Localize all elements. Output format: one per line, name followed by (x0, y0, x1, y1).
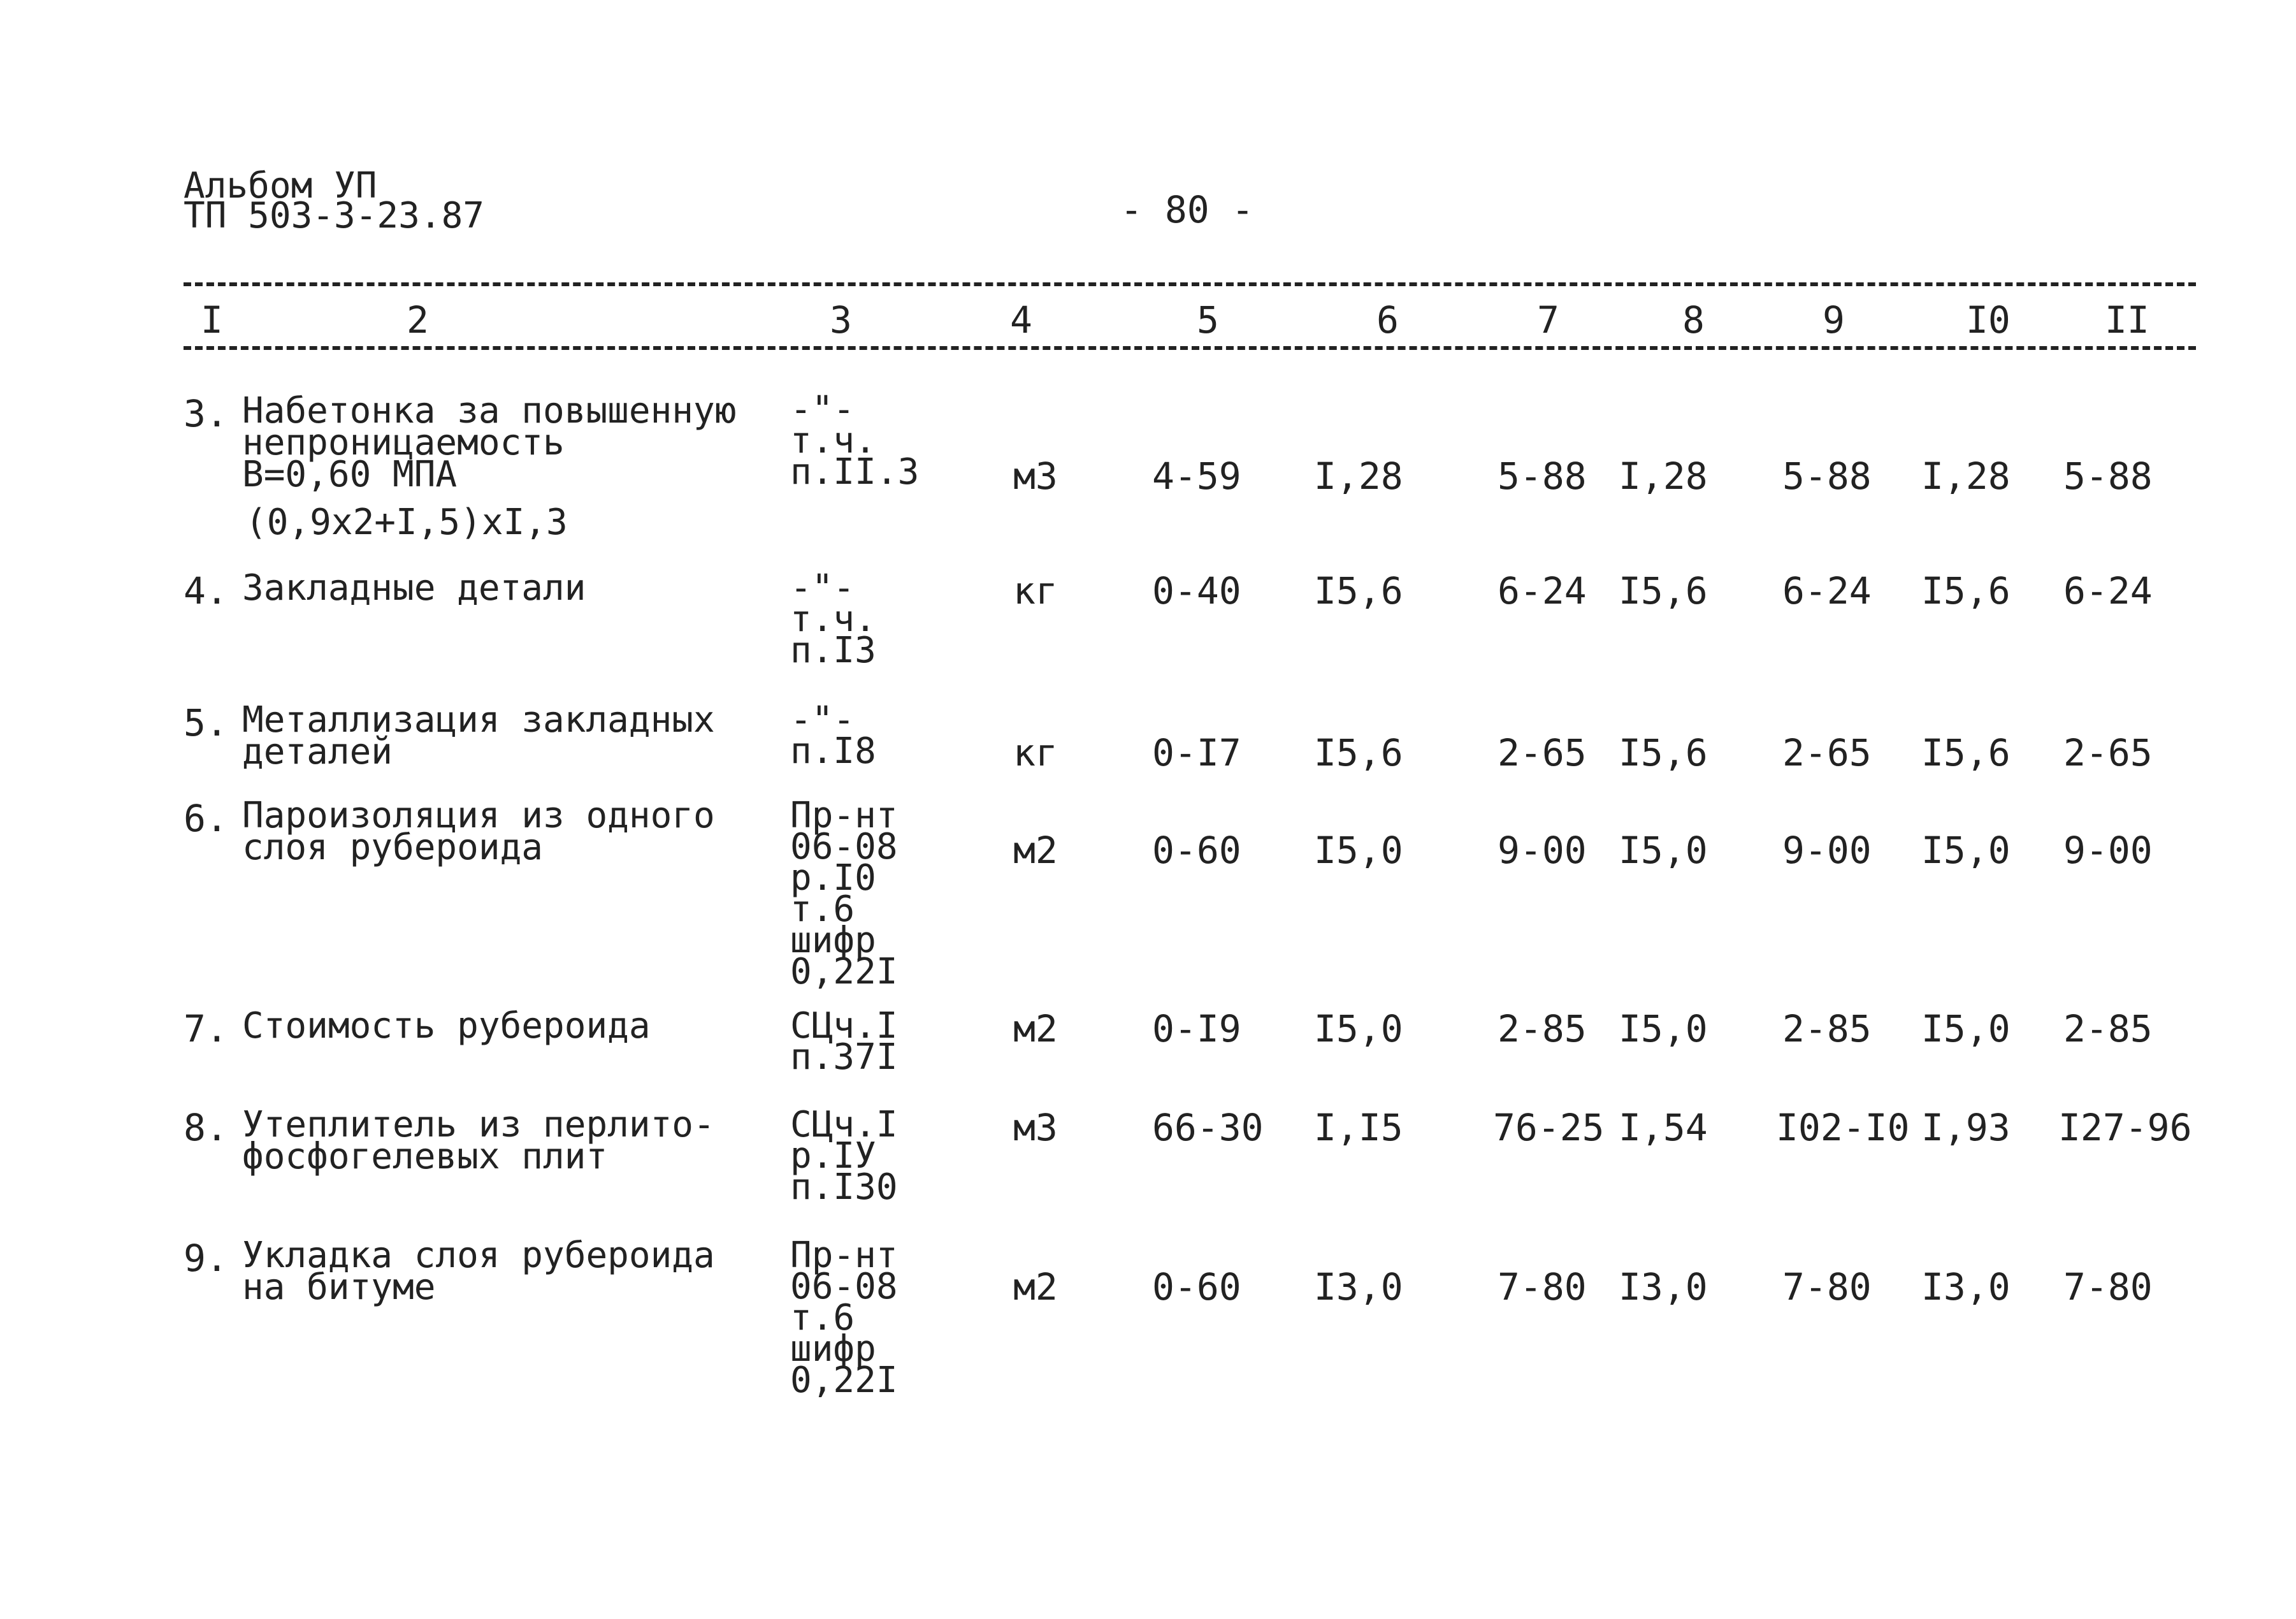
row-col6: I5,0 (1314, 1007, 1403, 1050)
row-col6: I3,0 (1314, 1265, 1403, 1309)
row-col9: 2-85 (1782, 1007, 1872, 1050)
row-col10: I5,6 (1921, 569, 2011, 613)
row-col5: 0-60 (1152, 1265, 1241, 1309)
row-basis: СЦч.I п.37I (790, 1005, 898, 1078)
row-col7: 2-85 (1498, 1007, 1587, 1050)
row-col6: I5,6 (1314, 731, 1403, 774)
row-number: 7. (184, 1007, 228, 1050)
row-col5: 4-59 (1152, 454, 1241, 498)
page-number: - 80 - (1120, 188, 1254, 231)
row-col9: 7-80 (1782, 1265, 1872, 1309)
row-col10: I,28 (1921, 454, 2011, 498)
row-col5: 0-I9 (1152, 1007, 1241, 1050)
row-name: Металлизация закладных деталей (242, 699, 715, 773)
row-col6: I,28 (1314, 454, 1403, 498)
row-col8: I5,6 (1619, 569, 1708, 613)
row-col6: I5,0 (1314, 829, 1403, 872)
row-basis: Пр-нт 06-08 р.I0 т.6 шифр 0,22I (790, 795, 898, 992)
row-unit: кг (1013, 569, 1058, 613)
row-basis: -"- т.ч. п.I3 (790, 567, 876, 671)
row-col5: 66-30 (1152, 1106, 1264, 1149)
row-col9: 2-65 (1782, 731, 1872, 774)
row-col8: I5,0 (1619, 1007, 1708, 1050)
row-col9: 6-24 (1782, 569, 1872, 613)
row-col11: 7-80 (2063, 1265, 2153, 1309)
row-col11: 5-88 (2063, 454, 2153, 498)
column-header-10: I0 (1966, 298, 2011, 342)
row-unit: кг (1013, 731, 1058, 774)
column-header-3: 3 (830, 298, 852, 342)
row-name: Укладка слоя рубероида на битуме (242, 1235, 715, 1308)
row-col7: 2-65 (1498, 731, 1587, 774)
row-col8: I,28 (1619, 454, 1708, 498)
row-col11: I27-96 (2058, 1106, 2192, 1149)
row-name: Закладные детали (242, 567, 586, 609)
row-basis: СЦч.I р.IУ п.I30 (790, 1104, 898, 1208)
album-title: Альбом УП (184, 165, 377, 207)
row-col9: 5-88 (1782, 454, 1872, 498)
row-formula: (0,9х2+I,5)хI,3 (245, 502, 568, 543)
row-col10: I5,0 (1921, 829, 2011, 872)
column-header-1: I (201, 298, 223, 342)
column-header-7: 7 (1537, 298, 1559, 342)
row-col8: I5,6 (1619, 731, 1708, 774)
column-header-11: II (2105, 298, 2149, 342)
row-col8: I3,0 (1619, 1265, 1708, 1309)
row-number: 3. (184, 392, 228, 435)
row-col11: 9-00 (2063, 829, 2153, 872)
row-number: 8. (184, 1106, 228, 1149)
row-col5: 0-I7 (1152, 731, 1241, 774)
row-col9: I02-I0 (1776, 1106, 1910, 1149)
column-header-9: 9 (1823, 298, 1845, 342)
column-header-6: 6 (1376, 298, 1399, 342)
row-col6: I5,6 (1314, 569, 1403, 613)
row-col7: 7-80 (1498, 1265, 1587, 1309)
row-unit: м2 (1013, 1265, 1058, 1309)
row-col9: 9-00 (1782, 829, 1872, 872)
row-unit: м2 (1013, 829, 1058, 872)
column-header-8: 8 (1682, 298, 1705, 342)
row-col10: I5,0 (1921, 1007, 2011, 1050)
row-unit: м3 (1013, 454, 1058, 498)
row-col5: 0-40 (1152, 569, 1241, 613)
row-col8: I,54 (1619, 1106, 1708, 1149)
row-number: 9. (184, 1237, 228, 1280)
row-basis: -"- т.ч. п.II.3 (790, 389, 920, 493)
row-col7: 6-24 (1498, 569, 1587, 613)
row-name: Утеплитель из перлито- фосфогелевых плит (242, 1104, 715, 1177)
row-col7: 76-25 (1493, 1106, 1605, 1149)
table-header-rule (184, 346, 2196, 350)
row-col10: I5,6 (1921, 731, 2011, 774)
row-name: Пароизоляция из одного слоя рубероида (242, 795, 715, 868)
row-name: Стоимость рубероида (242, 1005, 651, 1047)
column-header-5: 5 (1197, 298, 1219, 342)
column-header-4: 4 (1010, 298, 1032, 342)
row-col10: I,93 (1921, 1106, 2011, 1149)
row-col7: 9-00 (1498, 829, 1587, 872)
project-code: ТП 503-3-23.87 (184, 195, 485, 236)
row-col6: I,I5 (1314, 1106, 1403, 1149)
row-number: 5. (184, 701, 228, 744)
row-name: Набетонка за повышенную непроницаемость В=0,60 МПА (242, 390, 737, 495)
row-col11: 2-65 (2063, 731, 2153, 774)
row-col5: 0-60 (1152, 829, 1241, 872)
row-unit: м2 (1013, 1007, 1058, 1050)
row-col10: I3,0 (1921, 1265, 2011, 1309)
row-col11: 2-85 (2063, 1007, 2153, 1050)
row-number: 4. (184, 569, 228, 613)
row-col7: 5-88 (1498, 454, 1587, 498)
row-number: 6. (184, 797, 228, 840)
row-col8: I5,0 (1619, 829, 1708, 872)
row-col11: 6-24 (2063, 569, 2153, 613)
row-basis: -"- п.I8 (790, 699, 876, 772)
row-unit: м3 (1013, 1106, 1058, 1149)
table-top-rule (184, 282, 2196, 286)
row-basis: Пр-нт 06-08 т.6 шифр 0,22I (790, 1235, 898, 1401)
column-header-2: 2 (407, 298, 429, 342)
